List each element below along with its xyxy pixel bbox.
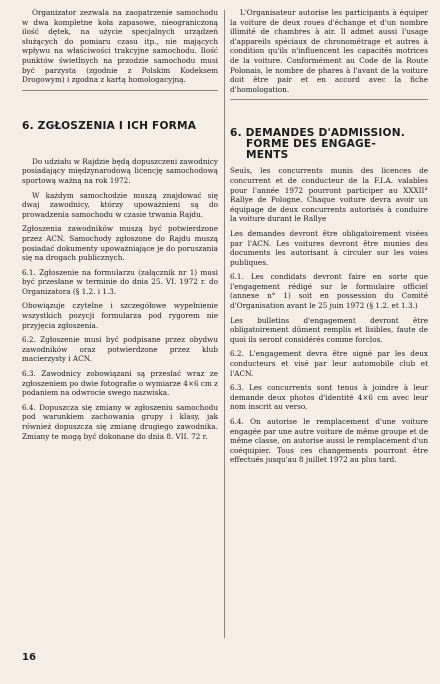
french-section-heading-block xyxy=(230,106,428,166)
section-rule xyxy=(230,99,428,100)
french-paragraph: 6.4. On autorise le remplacement d'une voiture engagée par une autre voiture de même groupe et de même classe, on autorise aussi le remplacement d'un coéquipier. Tous ces changements pourront être effectués jusqu'au 8 juillet 1972 au plus tard. xyxy=(230,417,428,465)
section-rule xyxy=(22,90,218,91)
french-title-line: 6. DEMANDES D'ADMISSION. xyxy=(230,127,406,140)
french-column xyxy=(230,8,428,470)
polish-section-heading-block xyxy=(22,97,218,157)
polish-paragraph: Zgłoszenia zawodników muszą być potwierdzone przez ACN. Samochody zgłoszone do Rajdu muszą posiadać dokumenty upoważniające je do poruszania się na drogach publicznych. xyxy=(22,224,218,263)
french-intro-paragraph: L'Organisateur autorise les participants à équiper la voiture de deux roues d'échange et d'un nombre illimité de chambres à air. Il admet aussi l'usage d'appareils spéciaux de chronométrage et autres à condition qu'ils n'influencent les capacités motrices de la voiture. Conformément au Code de la Route Polonais, le nombre de phares à l'avant de la voiture doit être pair et en accord avec la fiche d'homologation. xyxy=(230,8,428,94)
french-paragraph: 6.3. Les concurrents sont tenus à joindre à leur demande deux photos d'identité 4×6 cm avec leur nom inscrit au verso. xyxy=(230,383,428,412)
french-paragraph: 6.2. L'engagement devra être signé par les deux conducteurs et visé par leur automobile club et l'ACN. xyxy=(230,349,428,378)
polish-paragraph: W każdym samochodzie muszą znajdować się dwaj zawodnicy, którzy upoważnieni są do prowadzenia samochodu w czasie trwania Rajdu. xyxy=(22,190,218,219)
column-divider xyxy=(224,10,225,638)
polish-paragraph: 6.4. Dopuszcza się zmiany w zgłoszeniu samochodu pod warunkiem zachowania grupy i klasy, jak również dopuszcza się zmianę drugiego zawodnika. Zmiany te mogą być dokonane do dnia 8. VII. 72 r. xyxy=(22,402,218,441)
french-paragraph: 6.1. Les condidats devront faire en sorte que l'engagement rédigé sur le formulaire officiel (annexe n° 1) soit en possession du Comité d'Organisation avant le 25 juin 1972 (§ 1.2. et 1.3.) xyxy=(230,272,428,311)
french-title-line: FORME DES ENGAGE- xyxy=(246,138,376,151)
french-paragraph: Les bulletins d'engagement devront être obligatoirement dûment remplis et lisibles, faute de quoi ils seront considérés comme forclos. xyxy=(230,315,428,344)
polish-column xyxy=(22,8,218,446)
polish-paragraph: 6.3. Zawodnicy zobowiązani są przesłać wraz ze zgłoszeniem po dwie fotografie o wymiarze 4×6 cm z podaniem na odwrocie swego nazwiska. xyxy=(22,369,218,398)
polish-paragraph: 6.1. Zgłoszenie na formularzu (załącznik nr 1) musi być przesłane w terminie do dnia 25. VI. 1972 r. do Organizatora (§ 1.2. i 1.3. xyxy=(22,267,218,296)
french-section-title xyxy=(230,128,428,161)
page-number: 16 xyxy=(22,652,36,663)
french-title-line: MENTS xyxy=(246,149,289,162)
polish-paragraph: Do udziału w Rajdzie będą dopuszczeni zawodnicy posiadający międzynarodową licencję samochodową sportową ważną na rok 1972. xyxy=(22,156,218,185)
polish-paragraph: 6.2. Zgłoszenie musi być podpisane przez obydwu zawodników oraz potwierdzone przez klub macierzysty i ACN. xyxy=(22,335,218,364)
polish-intro-paragraph: Organizator zezwala na zaopatrzenie samochodu w dwa kompletne koła zapasowe, nieograniczoną ilość dętek, na użycie specjalnych urządzeń służących do pomiaru czasu itp., nie mających wpływu na właściwości trakcyjne samochodu. Ilość punktów świetlnych na przodzie samochodu musi być parzysta (zgodnie z Polskim Kodeksem Drogowym) i zgodna z kartą homologacyjną. xyxy=(22,8,218,85)
polish-section-title: 6. ZGŁOSZENIA I ICH FORMA xyxy=(22,119,197,132)
french-paragraph: Seuls, les concurrents munis des licences de concurrent et de conducteur de la F.I.A. valables pour l'année 1972 pourront participer au XXXII° Rallye de Pologne. Chaque voiture devra avoir un équipage de deux concurrents autorisés à conduire la voiture durant le Rallye xyxy=(230,166,428,224)
french-paragraph: Les demandes devront être obligatoirement visées par l'ACN. Les voitures devront être munies des documents les autorisant à circuler sur les voies publiques. xyxy=(230,228,428,267)
polish-paragraph: Obowiązuje czytelne i szczegółowe wypełnienie wszystkich pozycji formularza pod rygorem nie przyjęcia zgłoszenia. xyxy=(22,301,218,330)
